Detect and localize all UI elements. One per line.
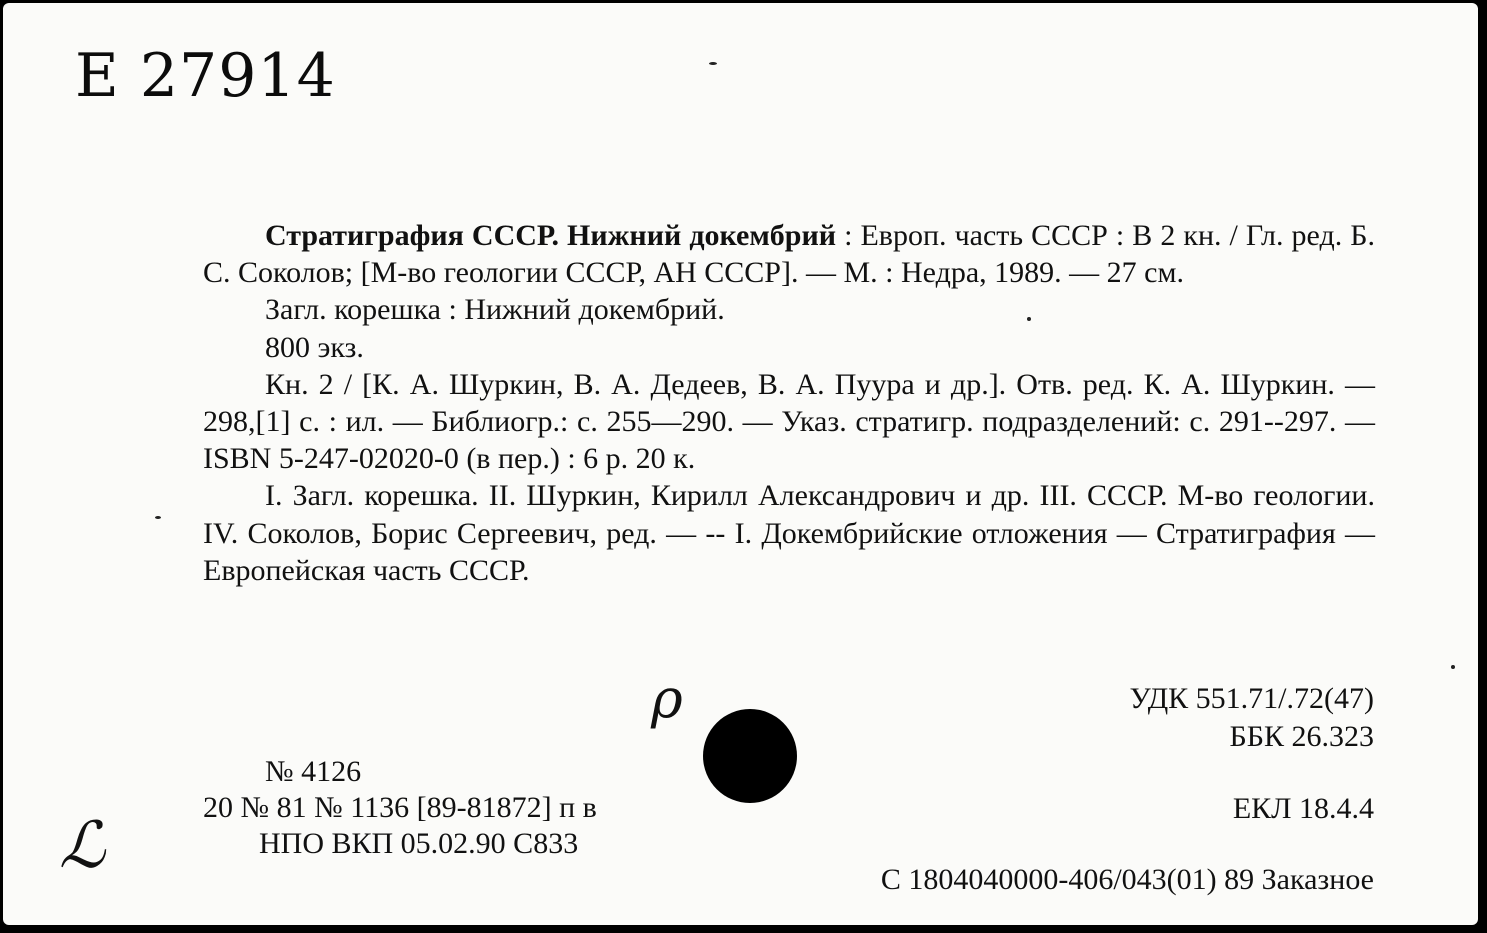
volume-description: Кн. 2 / [К. А. Шуркин, В. А. Дедеев, В. А. Пуура и др.]. Отв. ред. К. А. Шуркин. — 298,[1] с. : ил. — Библиогр.: с. 255—290. — Указ. стратигр. подразделений: с. 291--297. — ISBN 5-247-02020-0 (в пер.) : 6 р. 20 к. <box>203 367 1375 476</box>
order-number: № 4126 <box>265 755 362 788</box>
tracings: I. Загл. корешка. II. Шуркин, Кирилл Александрович и др. III. СССР. М-во геологии. IV. Соколов, Борис Сергеевич, ред. — -- I. Докембрийские отложения — Стратиграфия — Европейская часть СССР. <box>203 479 1375 587</box>
spine-title-note: Загл. корешка : Нижний докембрий. <box>265 293 725 327</box>
entry-title: Стратиграфия СССР. Нижний докембрий <box>265 219 837 252</box>
scan-speck <box>709 62 717 65</box>
print-run: 800 экз. <box>265 330 364 364</box>
title-paragraph <box>203 217 1375 291</box>
punch-hole <box>703 709 797 803</box>
entry-title-rest: : Европ. часть СССР : В 2 кн. / Гл. ред. Б. С. Соколов; [М-во геологии СССР, АН СССР]. — М. : Недра, 1989. — 27 см. <box>203 219 1375 290</box>
scan-speck <box>1027 317 1031 321</box>
handwritten-l-mark: ℒ <box>59 809 106 883</box>
catalog-number: Е 27914 <box>75 41 336 111</box>
npo-info: НПО ВКП 05.02.90 С833 <box>259 827 579 860</box>
handwritten-p-mark: ρ <box>651 667 683 730</box>
scan-speck <box>1451 665 1455 669</box>
udk-code: УДК 551.71/.72(47) <box>1129 682 1374 715</box>
scan-speck <box>155 516 161 519</box>
catalog-card <box>3 3 1478 925</box>
publication-code: С 1804040000-406/043(01) 89 Заказное <box>880 863 1374 896</box>
print-info: 20 № 81 № 1136 [89-81872] п в <box>203 791 597 824</box>
bbk-code: ББК 26.323 <box>1229 720 1374 753</box>
bibliographic-entry <box>203 217 1375 589</box>
ekl-code: ЕКЛ 18.4.4 <box>1232 792 1374 825</box>
